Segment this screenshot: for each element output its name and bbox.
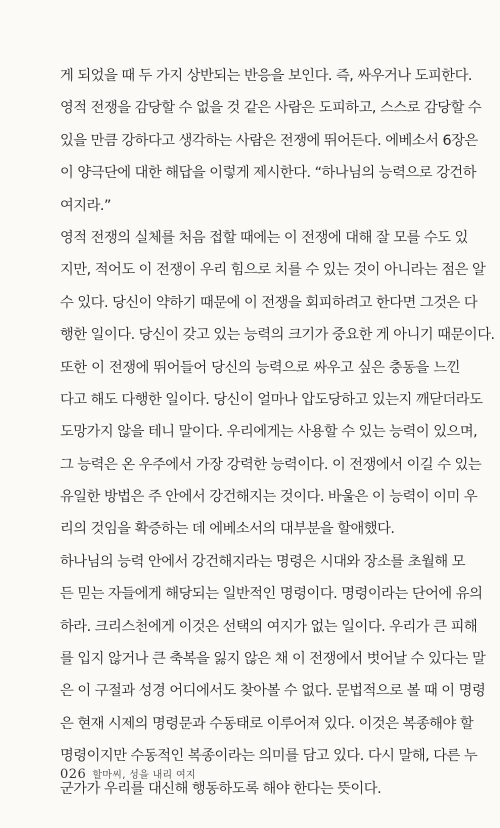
page-footer xyxy=(60,766,196,782)
body-text xyxy=(60,60,495,805)
text-line: 도망가지 않을 테니 말이다. 우리에게는 사용할 수 있는 능력이 있으며, xyxy=(60,424,478,441)
text-line: 그 능력은 온 우주에서 가장 강력한 능력이다. 이 전쟁에서 이길 수 있는 xyxy=(60,456,482,473)
text-line: 다고 해도 다행한 일이다. 당신이 얼마나 압도당하고 있는지 깨닫더라도 xyxy=(60,391,483,408)
text-line: 를 입지 않거나 큰 축복을 잃지 않은 채 이 전쟁에서 벗어날 수 있다는 말 xyxy=(60,651,486,668)
text-line: 유일한 방법은 주 안에서 강건해지는 것이다. 바울은 이 능력이 이미 우 xyxy=(60,489,478,506)
text-line: 하라. 크리스천에게 이것은 선택의 여지가 없는 일이다. 우리가 큰 피해 xyxy=(60,618,478,635)
text-line: 영적 전쟁을 감당할 수 없을 것 같은 사람은 도피하고, 스스로 감당할 수 xyxy=(60,100,482,117)
running-title: 할마씨, 성을 내리 여지 xyxy=(92,770,196,781)
text-line: 행한 일이다. 당신이 갖고 있는 능력의 크기가 중요한 게 아니기 때문이다. xyxy=(60,327,495,344)
text-line: 영적 전쟁의 실체를 처음 접할 때에는 이 전쟁에 대해 잘 모를 수도 있 xyxy=(60,229,468,246)
text-line: 여지라.” xyxy=(60,197,111,214)
text-line: 게 되었을 때 두 가지 상반되는 반응을 보인다. 즉, 싸우거나 도피한다. xyxy=(60,68,472,84)
text-line: 은 현재 시제의 명령문과 수동태로 이루어져 있다. 이것은 복종해야 할 xyxy=(60,715,474,732)
page-number: 026 xyxy=(60,767,87,782)
text-line: 리의 것임을 확증하는 데 에베소서의 대부분을 할애했다. xyxy=(60,521,395,538)
text-line: 은 이 구절과 성경 어디에서도 찾아볼 수 없다. 문법적으로 볼 때 이 명령 xyxy=(60,683,486,700)
text-line: 있을 만큼 강하다고 생각하는 사람은 전쟁에 뛰어든다. 에베소서 6장은 xyxy=(60,132,478,149)
text-line: 이 양극단에 대한 해답을 이렇게 제시한다. “하나님의 능력으로 강건하 xyxy=(60,165,477,182)
text-line: 든 믿는 자들에게 해당되는 일반적인 명령이다. 명령이라는 단어에 유의 xyxy=(60,586,483,603)
text-line: 군가가 우리를 대신해 행동하도록 해야 한다는 뜻이다. xyxy=(60,780,382,797)
text-line: 명령이지만 수동적인 복종이라는 의미를 담고 있다. 다시 말해, 다른 누 xyxy=(60,748,478,765)
text-line: 지만, 적어도 이 전쟁이 우리 힘으로 치를 수 있는 것이 아니라는 점은 알 xyxy=(60,262,486,279)
text-line: 하나님의 능력 안에서 강건해지라는 명령은 시대와 장소를 초월해 모 xyxy=(60,553,466,570)
text-line: 수 있다. 당신이 약하기 때문에 이 전쟁을 회피하려고 한다면 그것은 다 xyxy=(60,294,478,311)
text-line: 또한 이 전쟁에 뛰어들어 당신의 능력으로 싸우고 싶은 충동을 느낀 xyxy=(60,359,460,376)
